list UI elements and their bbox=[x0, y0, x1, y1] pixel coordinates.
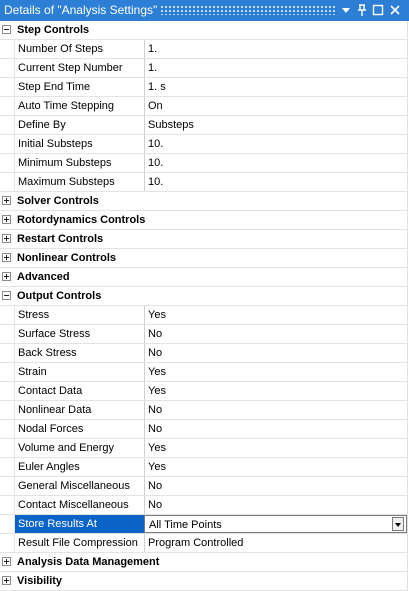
property-value-cell[interactable] bbox=[144, 78, 407, 96]
property-row-auto-time-stepping[interactable] bbox=[0, 97, 407, 116]
property-row-step-end-time[interactable] bbox=[0, 78, 407, 97]
section-gutter bbox=[0, 553, 14, 571]
property-value: No bbox=[148, 347, 163, 359]
property-row-initial-substeps[interactable] bbox=[0, 135, 407, 154]
property-value-cell[interactable] bbox=[144, 40, 407, 58]
section-header-rotordynamics-controls[interactable] bbox=[0, 211, 407, 230]
maximize-icon[interactable] bbox=[371, 3, 385, 17]
section-label: Restart Controls bbox=[17, 233, 104, 245]
property-name-cell[interactable] bbox=[14, 496, 145, 514]
property-name: Minimum Substeps bbox=[18, 157, 112, 169]
section-label: Advanced bbox=[17, 271, 70, 283]
property-value: All Time Points bbox=[149, 519, 222, 531]
property-name-cell[interactable] bbox=[14, 135, 145, 153]
property-row-euler-angles[interactable] bbox=[0, 458, 407, 477]
property-value: No bbox=[148, 404, 163, 416]
property-name-cell[interactable] bbox=[14, 439, 145, 457]
property-value-cell[interactable] bbox=[144, 458, 407, 476]
collapse-icon[interactable] bbox=[2, 291, 11, 300]
details-panel-titlebar bbox=[0, 0, 409, 21]
property-row-maximum-substeps[interactable] bbox=[0, 173, 407, 192]
property-name-cell[interactable] bbox=[14, 78, 145, 96]
titlebar-grip[interactable] bbox=[160, 5, 337, 15]
property-name: Strain bbox=[18, 366, 47, 378]
property-name-cell[interactable] bbox=[14, 534, 145, 552]
property-name: General Miscellaneous bbox=[18, 480, 130, 492]
section-header-visibility[interactable] bbox=[0, 572, 407, 591]
property-value: 1. s bbox=[148, 81, 166, 93]
property-value-cell[interactable] bbox=[144, 135, 407, 153]
property-row-general-miscellaneous[interactable] bbox=[0, 477, 407, 496]
property-row-volume-and-energy[interactable] bbox=[0, 439, 407, 458]
section-gutter bbox=[0, 572, 14, 590]
property-row-nonlinear-data[interactable] bbox=[0, 401, 407, 420]
property-name: Store Results At bbox=[18, 518, 97, 530]
property-name: Number Of Steps bbox=[18, 43, 103, 55]
collapse-icon[interactable] bbox=[2, 25, 11, 34]
property-value-cell[interactable] bbox=[144, 382, 407, 400]
property-value: No bbox=[148, 328, 163, 340]
expand-icon[interactable] bbox=[2, 215, 11, 224]
property-name-cell[interactable] bbox=[14, 40, 145, 58]
property-name-cell[interactable] bbox=[14, 458, 145, 476]
property-name-cell[interactable] bbox=[14, 97, 145, 115]
property-value: 10. bbox=[148, 157, 164, 169]
property-value-cell[interactable] bbox=[144, 173, 407, 191]
property-name-cell[interactable] bbox=[14, 515, 145, 533]
property-name-cell[interactable] bbox=[14, 382, 145, 400]
section-label: Output Controls bbox=[17, 290, 102, 302]
property-value: Yes bbox=[148, 461, 166, 473]
property-name-cell[interactable] bbox=[14, 59, 145, 77]
section-label: Step Controls bbox=[17, 24, 90, 36]
property-name-cell[interactable] bbox=[14, 363, 145, 381]
section-gutter bbox=[0, 249, 14, 267]
property-value-select[interactable] bbox=[144, 515, 407, 533]
property-value-cell[interactable] bbox=[144, 116, 407, 134]
property-name: Contact Miscellaneous bbox=[18, 499, 129, 511]
property-value: No bbox=[148, 499, 163, 511]
property-value-cell[interactable] bbox=[144, 534, 407, 552]
property-row-current-step-number[interactable] bbox=[0, 59, 407, 78]
property-name-cell[interactable] bbox=[14, 420, 145, 438]
property-name: Contact Data bbox=[18, 385, 83, 397]
property-row-contact-data[interactable] bbox=[0, 382, 407, 401]
section-header-output-controls[interactable] bbox=[0, 287, 407, 306]
property-value: Yes bbox=[148, 366, 166, 378]
property-row-minimum-substeps[interactable] bbox=[0, 154, 407, 173]
property-row-result-file-compression[interactable] bbox=[0, 534, 407, 553]
expand-icon[interactable] bbox=[2, 272, 11, 281]
property-value: Yes bbox=[148, 385, 166, 397]
section-gutter bbox=[0, 268, 14, 286]
expand-icon[interactable] bbox=[2, 196, 11, 205]
property-name: Volume and Energy bbox=[18, 442, 115, 454]
property-name: Surface Stress bbox=[18, 328, 91, 340]
property-name: Stress bbox=[18, 309, 50, 321]
property-row-number-of-steps[interactable] bbox=[0, 40, 407, 59]
property-name-cell[interactable] bbox=[14, 401, 145, 419]
property-value-cell[interactable] bbox=[144, 477, 407, 495]
property-name: Nonlinear Data bbox=[18, 404, 92, 416]
property-name-cell[interactable] bbox=[14, 173, 145, 191]
section-gutter bbox=[0, 211, 14, 229]
section-header-restart-controls[interactable] bbox=[0, 230, 407, 249]
property-name: Euler Angles bbox=[18, 461, 80, 473]
property-name-cell[interactable] bbox=[14, 116, 145, 134]
section-label: Nonlinear Controls bbox=[17, 252, 117, 264]
property-value-cell[interactable] bbox=[144, 496, 407, 514]
property-name-cell[interactable] bbox=[14, 344, 145, 362]
property-row-store-results-at[interactable] bbox=[0, 515, 407, 534]
property-value-cell[interactable] bbox=[144, 325, 407, 343]
section-label: Visibility bbox=[17, 575, 63, 587]
section-gutter bbox=[0, 192, 14, 210]
property-value: 1. bbox=[148, 43, 158, 55]
section-label: Rotordynamics Controls bbox=[17, 214, 146, 226]
expand-icon[interactable] bbox=[2, 234, 11, 243]
expand-icon[interactable] bbox=[2, 253, 11, 262]
property-row-stress[interactable] bbox=[0, 306, 407, 325]
property-row-nodal-forces[interactable] bbox=[0, 420, 407, 439]
property-name: Initial Substeps bbox=[18, 138, 93, 150]
property-name-cell[interactable] bbox=[14, 325, 145, 343]
property-value: Yes bbox=[148, 442, 166, 454]
property-value-cell[interactable] bbox=[144, 97, 407, 115]
section-header-analysis-data-management[interactable] bbox=[0, 553, 407, 572]
property-name-cell[interactable] bbox=[14, 477, 145, 495]
chevron-down-icon[interactable] bbox=[339, 3, 353, 17]
property-value: 1. bbox=[148, 62, 158, 74]
property-value: Program Controlled bbox=[148, 537, 244, 549]
close-icon[interactable] bbox=[388, 3, 402, 17]
panel-title: Details of "Analysis Settings" bbox=[4, 3, 158, 17]
property-value-cell[interactable] bbox=[144, 401, 407, 419]
property-name-cell[interactable] bbox=[14, 154, 145, 172]
property-value-cell[interactable] bbox=[144, 306, 407, 324]
section-label: Solver Controls bbox=[17, 195, 99, 207]
property-value: No bbox=[148, 480, 163, 492]
property-name: Back Stress bbox=[18, 347, 77, 359]
property-name: Current Step Number bbox=[18, 62, 123, 74]
property-row-surface-stress[interactable] bbox=[0, 325, 407, 344]
section-header-nonlinear-controls[interactable] bbox=[0, 249, 407, 268]
expand-icon[interactable] bbox=[2, 576, 11, 585]
section-header-solver-controls[interactable] bbox=[0, 192, 407, 211]
property-row-contact-miscellaneous[interactable] bbox=[0, 496, 407, 515]
property-value-cell[interactable] bbox=[144, 420, 407, 438]
property-name: Result File Compression bbox=[18, 537, 138, 549]
property-name: Auto Time Stepping bbox=[18, 100, 115, 112]
properties-grid bbox=[0, 21, 408, 591]
section-header-advanced[interactable] bbox=[0, 268, 407, 287]
property-row-back-stress[interactable] bbox=[0, 344, 407, 363]
section-header-step-controls[interactable] bbox=[0, 21, 407, 40]
dropdown-arrow-icon[interactable] bbox=[392, 517, 404, 531]
section-gutter bbox=[0, 287, 14, 305]
property-value: 10. bbox=[148, 176, 164, 188]
property-value: 10. bbox=[148, 138, 164, 150]
property-row-define-by[interactable] bbox=[0, 116, 407, 135]
property-value-cell[interactable] bbox=[144, 59, 407, 77]
property-name: Define By bbox=[18, 119, 66, 131]
property-name-cell[interactable] bbox=[14, 306, 145, 324]
section-gutter bbox=[0, 230, 14, 248]
section-label: Analysis Data Management bbox=[17, 556, 160, 568]
property-name: Step End Time bbox=[18, 81, 91, 93]
section-gutter bbox=[0, 21, 14, 39]
property-value: Substeps bbox=[148, 119, 194, 131]
property-value: No bbox=[148, 423, 163, 435]
property-name: Maximum Substeps bbox=[18, 176, 115, 188]
pin-icon[interactable] bbox=[355, 3, 369, 17]
property-value-cell[interactable] bbox=[144, 363, 407, 381]
property-value: Yes bbox=[148, 309, 166, 321]
property-value-cell[interactable] bbox=[144, 344, 407, 362]
property-name: Nodal Forces bbox=[18, 423, 84, 435]
property-value-cell[interactable] bbox=[144, 154, 407, 172]
property-value-cell[interactable] bbox=[144, 439, 407, 457]
property-value: On bbox=[148, 100, 163, 112]
property-row-strain[interactable] bbox=[0, 363, 407, 382]
